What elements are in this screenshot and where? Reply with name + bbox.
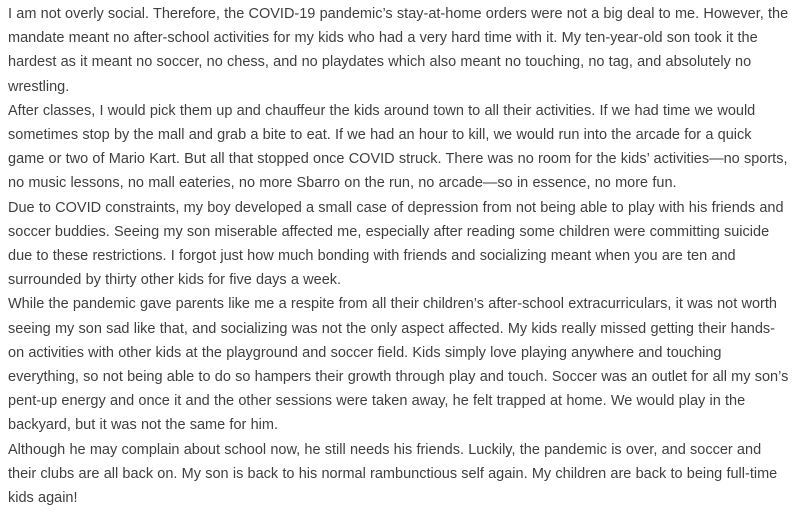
- essay-paragraph-5: Although he may complain about school now, he still needs his friends. Luckily, the pandemic is over, and soccer and their clubs are all back on. My son is back to his normal rambunctious self again. My children are back to being full-time kids again!: [8, 441, 778, 507]
- essay-paragraph-3: Due to COVID constraints, my boy developed a small case of depression from not being able to play with his friends and soccer buddies. Seeing my son miserable affected me, especially after reading some children were committing suicide due to these restrictions. I forgot just how much bonding with friends and socializing meant when you are ten and surrounded by thirty other kids for five days a week.: [8, 199, 784, 289]
- essay-paragraph-1: I am not overly social. Therefore, the COVID-19 pandemic’s stay-at-home orders were not a big deal to me. However, the mandate meant no after-school activities for my kids who had a very hard time with it. My ten-year-old son took it the hardest as it meant no soccer, no chess, and no playdates which also meant no touching, no tag, and absolutely no wrestling.: [8, 6, 789, 95]
- essay-paragraph-2: After classes, I would pick them up and chauffeur the kids around town to all their activities. If we had time we would sometimes stop by the mall and grab a bite to eat. If we had an hour to kill, we would run into the arcade for a quick game or two of Mario Kart. But all that stopped once COVID struck. There was no room for the kids’ activities—no sports, no music lessons, no mall eateries, no more Sbarro on the run, no arcade—so in essence, no more fun.: [8, 102, 788, 192]
- essay-paragraph-4: While the pandemic gave parents like me a respite from all their children’s after-school extracurriculars, it was not worth seeing my son sad like that, and socializing was not the only aspect affected. My kids really missed getting their hands-on activities with other kids at the playground and soccer field. Kids simply love playing anywhere and touching everything, so not being able to do so hampers their growth through play and touch. Soccer was an outlet for all my son’s pent-up energy and once it and the other sessions were taken away, he felt trapped at home. We would play in the backyard, but it was not the same for him.: [8, 296, 789, 434]
